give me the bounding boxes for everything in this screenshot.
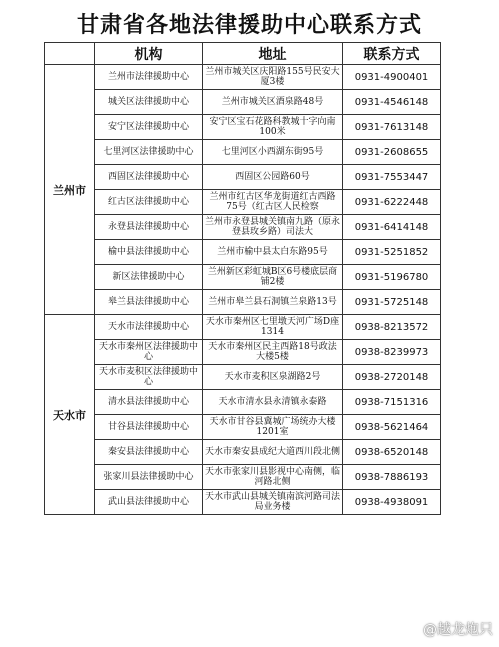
phone-number: 0931-2608655 bbox=[343, 140, 441, 165]
phone-number: 0938-8239973 bbox=[343, 340, 441, 365]
phone-number: 0938-7151316 bbox=[343, 390, 441, 415]
address: 天水市秦州区民主西路18号政法大楼5楼 bbox=[203, 340, 343, 365]
org-name: 西固区法律援助中心 bbox=[95, 165, 203, 190]
table-row bbox=[45, 165, 441, 190]
header-phone: 联系方式 bbox=[343, 43, 441, 65]
table-row bbox=[45, 190, 441, 215]
table-row bbox=[45, 90, 441, 115]
phone-number: 0938-2720148 bbox=[343, 365, 441, 390]
org-name: 榆中县法律援助中心 bbox=[95, 240, 203, 265]
address: 兰州市城关区庆阳路155号民安大厦3楼 bbox=[203, 65, 343, 90]
table-row bbox=[45, 390, 441, 415]
phone-number: 0931-5251852 bbox=[343, 240, 441, 265]
phone-number: 0931-6414148 bbox=[343, 215, 441, 240]
phone-number: 0931-4546148 bbox=[343, 90, 441, 115]
header-org: 机构 bbox=[95, 43, 203, 65]
table-row bbox=[45, 240, 441, 265]
org-name: 清水县法律援助中心 bbox=[95, 390, 203, 415]
org-name: 永登县法律援助中心 bbox=[95, 215, 203, 240]
phone-number: 0938-6520148 bbox=[343, 440, 441, 465]
phone-number: 0931-7613148 bbox=[343, 115, 441, 140]
phone-number: 0931-5196780 bbox=[343, 265, 441, 290]
address: 兰州市皋兰县石洞镇兰泉路13号 bbox=[203, 290, 343, 315]
table-row bbox=[45, 340, 441, 365]
table-row bbox=[45, 440, 441, 465]
address: 兰州新区彩虹城B区6号楼底层商铺2楼 bbox=[203, 265, 343, 290]
table-row bbox=[45, 465, 441, 490]
org-name: 秦安县法律援助中心 bbox=[95, 440, 203, 465]
city-label: 兰州市 bbox=[45, 65, 95, 315]
table-row bbox=[45, 290, 441, 315]
table-row bbox=[45, 215, 441, 240]
org-name: 城关区法律援助中心 bbox=[95, 90, 203, 115]
table-row bbox=[45, 365, 441, 390]
table-row bbox=[45, 265, 441, 290]
table-row bbox=[45, 115, 441, 140]
address: 安宁区宝石花路科教城十字向南100米 bbox=[203, 115, 343, 140]
address: 西固区公园路60号 bbox=[203, 165, 343, 190]
org-name: 兰州市法律援助中心 bbox=[95, 65, 203, 90]
table-row bbox=[45, 415, 441, 440]
address: 天水市麦积区泉湖路2号 bbox=[203, 365, 343, 390]
city-label: 天水市 bbox=[45, 315, 95, 515]
address: 七里河区小西湖东街95号 bbox=[203, 140, 343, 165]
org-name: 皋兰县法律援助中心 bbox=[95, 290, 203, 315]
phone-number: 0931-5725148 bbox=[343, 290, 441, 315]
watermark: @越龙炮只 bbox=[423, 622, 493, 638]
phone-number: 0938-7886193 bbox=[343, 465, 441, 490]
address: 天水市清水县永清镇永泰路 bbox=[203, 390, 343, 415]
org-name: 天水市秦州区法律援助中心 bbox=[95, 340, 203, 365]
org-name: 红古区法律援助中心 bbox=[95, 190, 203, 215]
phone-number: 0931-7553447 bbox=[343, 165, 441, 190]
address: 天水市张家川县影视中心南侧，临河路北侧 bbox=[203, 465, 343, 490]
address: 兰州市永登县城关镇南九路（原永登县玫乡路）司法大 bbox=[203, 215, 343, 240]
phone-number: 0931-6222448 bbox=[343, 190, 441, 215]
org-name: 张家川县法律援助中心 bbox=[95, 465, 203, 490]
address: 兰州市榆中县太白东路95号 bbox=[203, 240, 343, 265]
org-name: 七里河区法律援助中心 bbox=[95, 140, 203, 165]
org-name: 甘谷县法律援助中心 bbox=[95, 415, 203, 440]
header-address: 地址 bbox=[203, 43, 343, 65]
phone-number: 0938-4938091 bbox=[343, 490, 441, 515]
address: 兰州市红古区华龙街道红古西路75号（红古区人民检察 bbox=[203, 190, 343, 215]
address: 天水市秦州区七里墩天河广场D座1314 bbox=[203, 315, 343, 340]
address: 天水市甘谷县冀城广场统办大楼1201室 bbox=[203, 415, 343, 440]
org-name: 武山县法律援助中心 bbox=[95, 490, 203, 515]
phone-number: 0938-5621464 bbox=[343, 415, 441, 440]
org-name: 天水市法律援助中心 bbox=[95, 315, 203, 340]
page-title: 甘肃省各地法律援助中心联系方式 bbox=[76, 13, 422, 38]
table-row bbox=[45, 315, 441, 340]
header-city-cell bbox=[45, 43, 95, 65]
contacts-table bbox=[44, 42, 441, 515]
org-name: 安宁区法律援助中心 bbox=[95, 115, 203, 140]
org-name: 天水市麦积区法律援助中心 bbox=[95, 365, 203, 390]
table-row bbox=[45, 490, 441, 515]
address: 天水市武山县城关镇南滨河路司法局业务楼 bbox=[203, 490, 343, 515]
phone-number: 0938-8213572 bbox=[343, 315, 441, 340]
address: 兰州市城关区酒泉路48号 bbox=[203, 90, 343, 115]
phone-number: 0931-4900401 bbox=[343, 65, 441, 90]
table-row bbox=[45, 140, 441, 165]
table-row bbox=[45, 65, 441, 90]
table-header-row bbox=[45, 43, 441, 65]
address: 天水市秦安县成纪大道西川段北侧 bbox=[203, 440, 343, 465]
org-name: 新区法律援助中心 bbox=[95, 265, 203, 290]
